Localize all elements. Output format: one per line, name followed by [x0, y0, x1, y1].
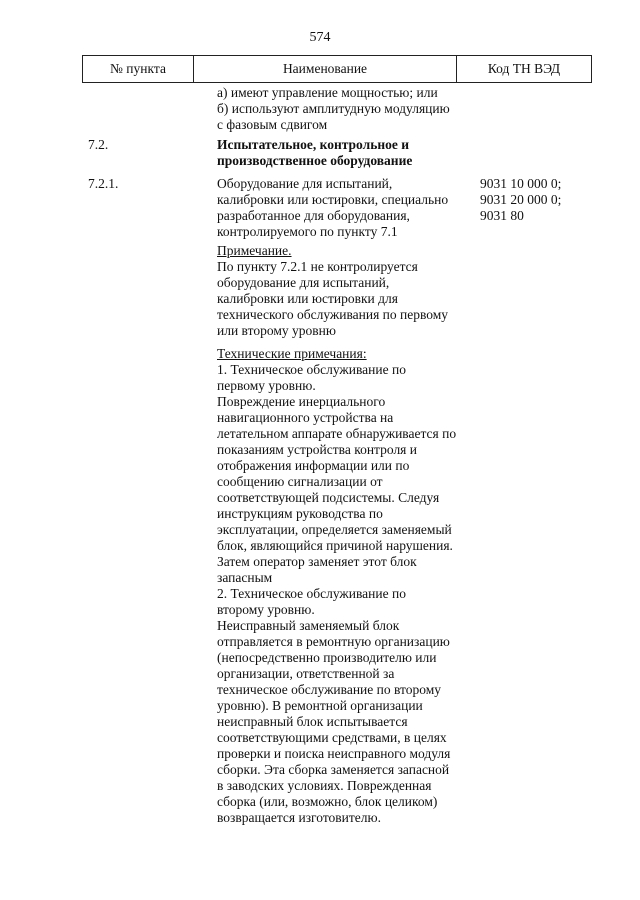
note-section [217, 243, 472, 339]
tech-note-line: (непосредственно производителю или [217, 650, 437, 665]
note-line: технического обслуживания по первому [217, 307, 449, 322]
tech-notes-section [217, 346, 472, 826]
tech-note-line: Затем оператор заменяет этот блок [217, 554, 417, 569]
tech-note-line: показаниям устройства контроля и [217, 442, 417, 457]
item-7-2-1-name [217, 176, 472, 240]
tech-note-line: инструкциям руководства по [217, 506, 383, 521]
tech-notes-heading: Технические примечания: [217, 346, 367, 361]
item-7-2-1-name-line: Оборудование для испытаний, [217, 176, 393, 191]
column-header-name: Наименование [194, 56, 457, 82]
continuation-line: с фазовым сдвигом [217, 117, 328, 132]
column-header-code: Код ТН ВЭД [487, 61, 561, 76]
tech-note-line: соответствующей подсистемы. Следуя [217, 490, 440, 505]
tech-note-line: отправляется в ремонтную организацию [217, 634, 450, 649]
tech-note-line: уровню). В ремонтной организации [217, 698, 423, 713]
tech-note-line: возвращается изготовителю. [217, 810, 381, 825]
tech-note-line: в заводских условиях. Поврежденная [217, 778, 432, 793]
item-7-2-1-name-line: контролируемого по пункту 7.1 [217, 224, 398, 239]
continuation-line: б) используют амплитудную модуляцию [217, 101, 450, 116]
note-line: калибровки или юстировки для [217, 291, 398, 306]
tech-note-line: запасным [217, 570, 273, 585]
tech-note-line: организации, ответственной за [217, 666, 395, 681]
continuation-text [217, 85, 472, 133]
tn-ved-code: 9031 80 [480, 208, 524, 223]
note-line: или второму уровню [217, 323, 336, 338]
tech-note-line: блок, являющийся причиной нарушения. [217, 538, 453, 553]
item-7-2-title-line: производственное оборудование [217, 153, 413, 168]
tech-note-line: сообщению сигнализации от [217, 474, 383, 489]
column-header-item-number: № пункта [83, 56, 194, 82]
page-number: 574 [309, 30, 331, 45]
tech-note-line: сборка (или, возможно, блок целиком) [217, 794, 438, 809]
tech-note-line: 2. Техническое обслуживание по [217, 586, 406, 601]
tech-note-line: летательном аппарате обнаруживается по [217, 426, 457, 441]
tech-note-line: проверки и поиска неисправного модуля [217, 746, 451, 761]
note-heading: Примечание. [217, 243, 292, 258]
tech-note-line: отображения информации или по [217, 458, 410, 473]
continuation-line: а) имеют управление мощностью; или [217, 85, 438, 100]
tech-note-line: второму уровню. [217, 602, 315, 617]
note-line: По пункту 7.2.1 не контролируется [217, 259, 418, 274]
tech-note-line: неисправный блок испытывается [217, 714, 408, 729]
item-7-2-1-number: 7.2.1. [88, 176, 119, 191]
item-7-2-1-name-line: разработанное для оборудования, [217, 208, 410, 223]
tech-note-line: техническое обслуживание по второму [217, 682, 442, 697]
tech-note-line: соответствующими средствами, в целях [217, 730, 447, 745]
tech-note-line: эксплуатации, определяется заменяемый [217, 522, 452, 537]
tech-note-line: первому уровню. [217, 378, 316, 393]
item-7-2-1-codes [480, 176, 590, 224]
tech-note-line: сборки. Эта сборка заменяется запасной [217, 762, 450, 777]
tech-note-line: 1. Техническое обслуживание по [217, 362, 406, 377]
tech-note-line: Неисправный заменяемый блок [217, 618, 400, 633]
tech-note-line: навигационного устройства на [217, 410, 394, 425]
table-header [82, 55, 592, 83]
item-7-2-number: 7.2. [88, 137, 109, 152]
item-7-2-title [217, 137, 472, 169]
tn-ved-code: 9031 20 000 0; [480, 192, 562, 207]
item-7-2-1-name-line: калибровки или юстировки, специально [217, 192, 449, 207]
item-7-2-title-line: Испытательное, контрольное и [217, 137, 410, 152]
tech-note-line: Повреждение инерциального [217, 394, 386, 409]
tn-ved-code: 9031 10 000 0; [480, 176, 562, 191]
note-line: оборудование для испытаний, [217, 275, 390, 290]
